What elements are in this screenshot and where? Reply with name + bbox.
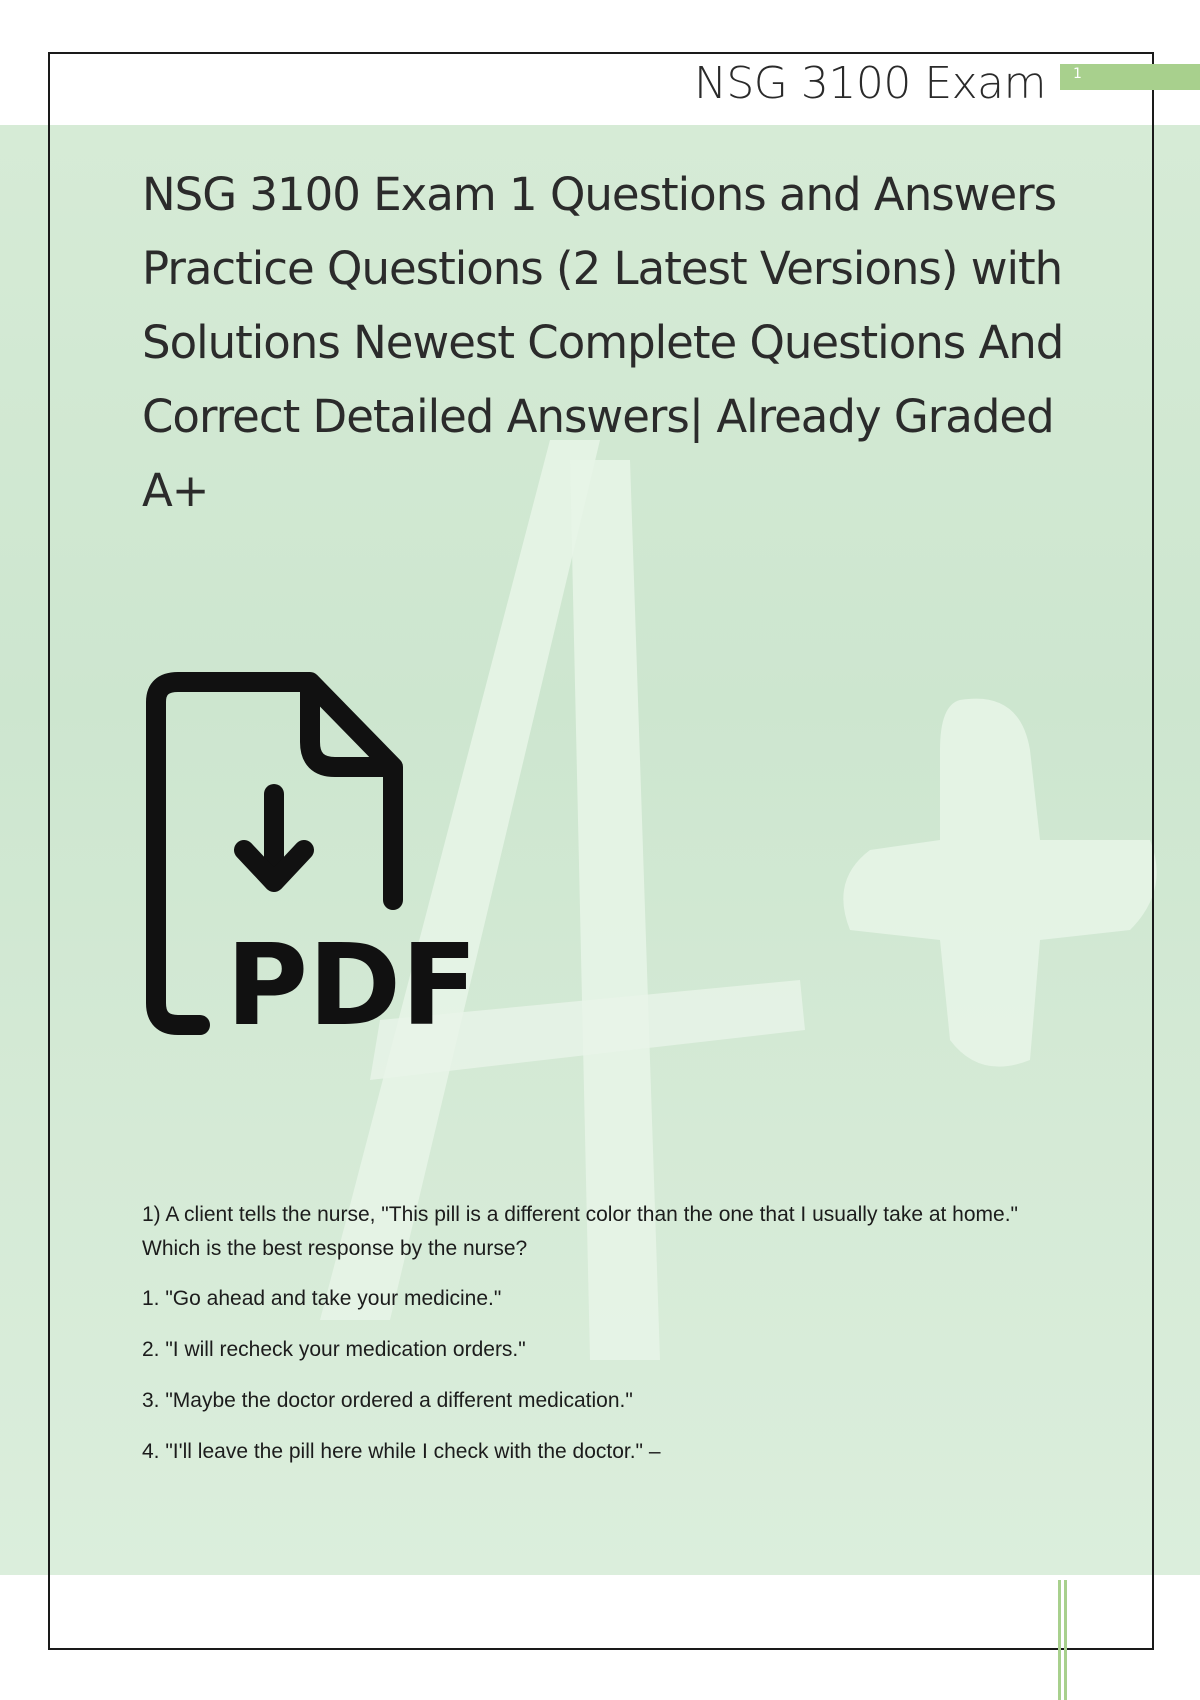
pdf-download-icon [138, 672, 478, 1037]
question-stem: 1) A client tells the nurse, "This pill is a different color than the one that I usually take at home." Which is the best response by the nurse? [142, 1203, 1019, 1260]
document-title: NSG 3100 Exam 1 Questions and Answers Practice Questions (2 Latest Versions) with Solutions Newest Complete Questions And Correct Detailed Answers| Already Graded A+ [142, 168, 1064, 517]
answer-option: 2. "I will recheck your medication orders." [142, 1338, 526, 1361]
question-block [142, 1198, 1042, 1486]
answer-option: 4. "I'll leave the pill here while I check with the doctor." – [142, 1440, 661, 1463]
pdf-icon-label: PDF [226, 921, 478, 1037]
answer-option: 1. "Go ahead and take your medicine." [142, 1287, 502, 1310]
decorative-side-bars [1058, 1580, 1072, 1700]
answer-option: 3. "Maybe the doctor ordered a different medication." [142, 1389, 633, 1412]
header-title: NSG 3100 Exam [693, 58, 1046, 109]
page-number: 1 [1073, 66, 1082, 82]
